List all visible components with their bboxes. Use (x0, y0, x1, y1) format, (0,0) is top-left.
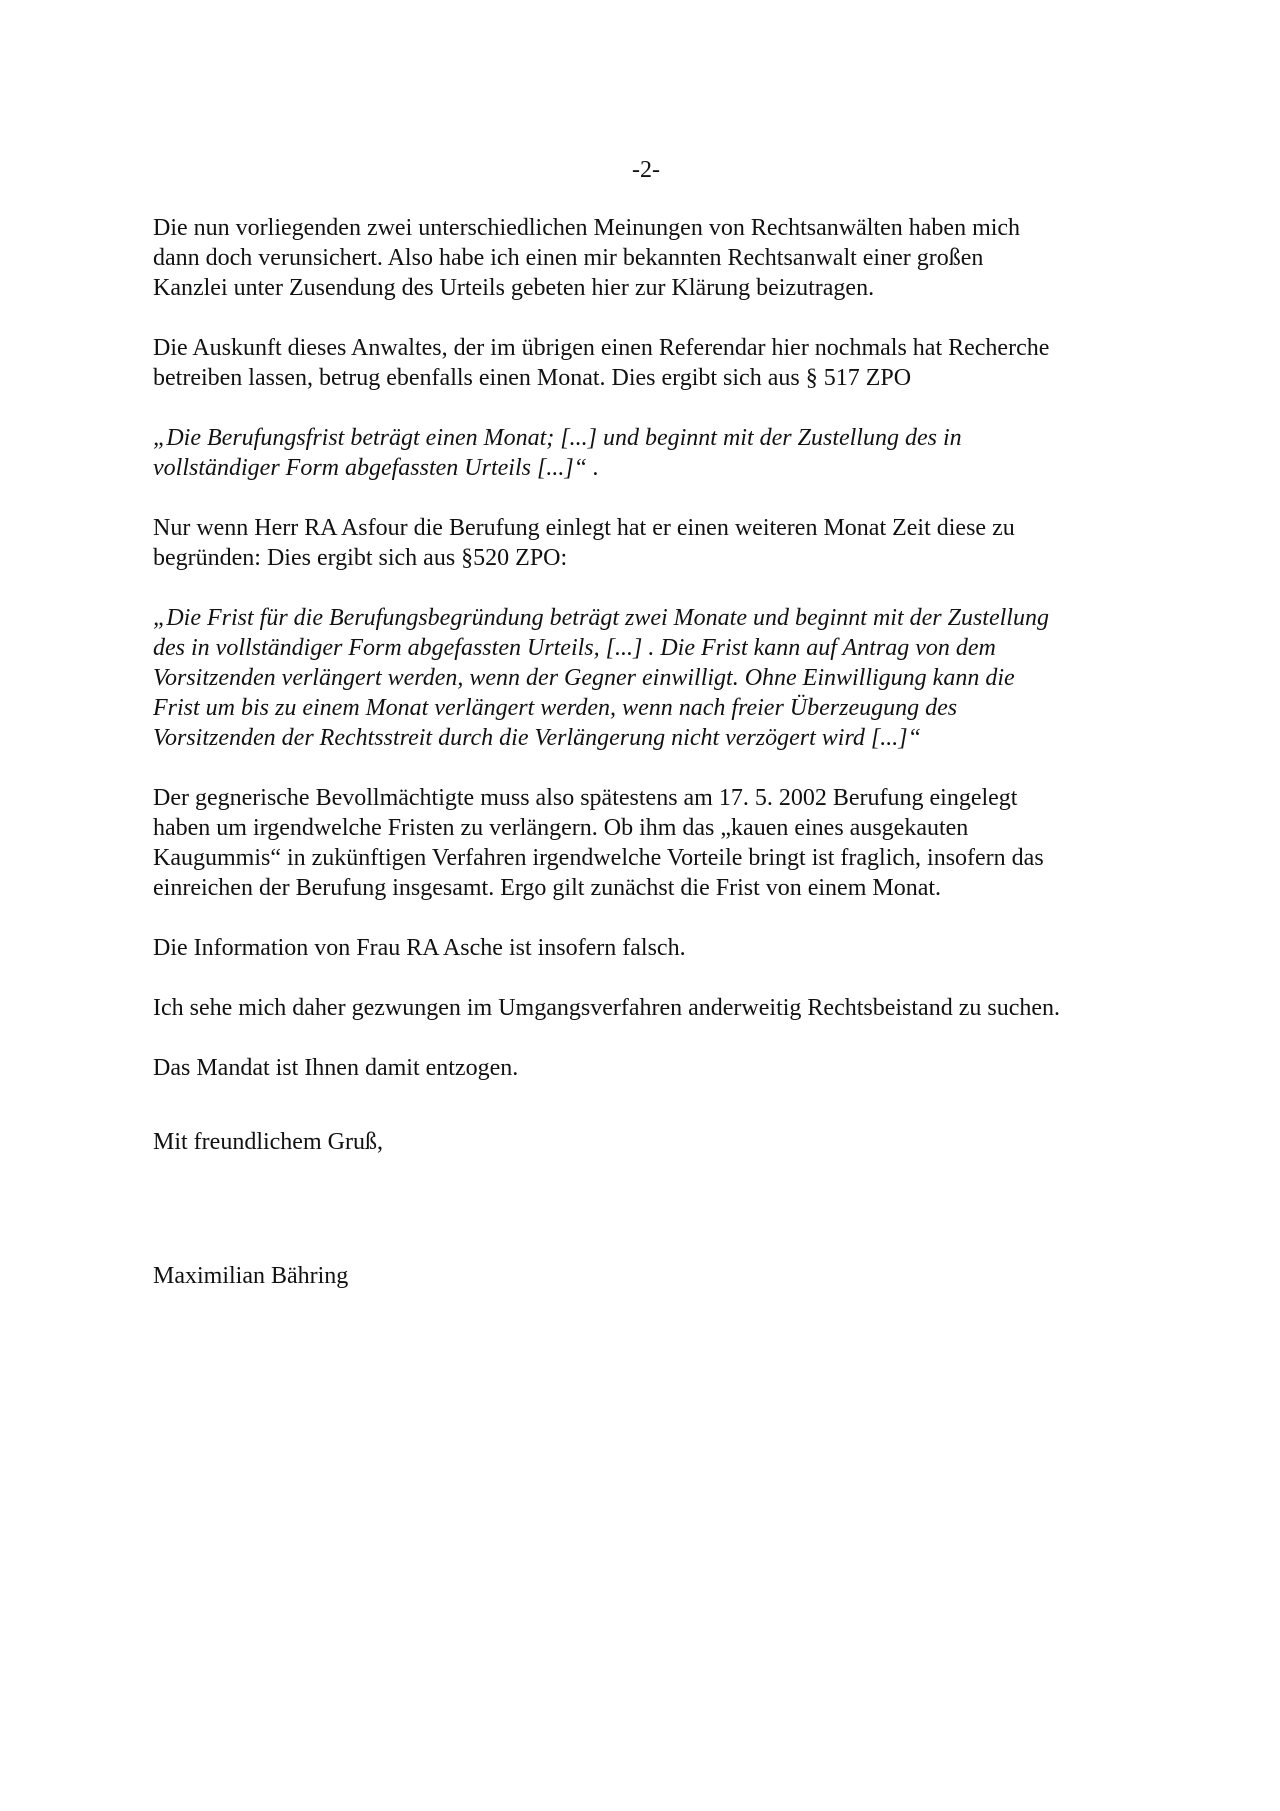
paragraph-mandate-withdrawn (153, 1053, 1153, 1083)
quote-line: vollständiger Form abgefassten Urteils [...]“ . (153, 455, 600, 481)
text-line: betreiben lassen, betrug ebenfalls einen Monat. Dies ergibt sich aus § 517 ZPO (153, 365, 912, 391)
quote-line: des in vollständiger Form abgefassten Urteils, [...] . Die Frist kann auf Antrag von dem (153, 635, 996, 661)
paragraph-appeal-reasoning (153, 513, 1153, 573)
paragraph-lawyer-response (153, 333, 1153, 393)
text-line: Kanzlei unter Zusendung des Urteils gebeten hier zur Klärung beizutragen. (153, 275, 875, 301)
closing-salutation: Mit freundlichem Gruß, (153, 1129, 383, 1155)
paragraph-deadline (153, 783, 1153, 903)
text-line: Der gegnerische Bevollmächtigte muss also spätestens am 17. 5. 2002 Berufung eingelegt (153, 785, 1018, 811)
text-line: Ich sehe mich daher gezwungen im Umgangsverfahren anderweitig Rechtsbeistand zu suchen. (153, 995, 1061, 1021)
paragraph-legal-opinions (153, 213, 1153, 303)
quote-line: Vorsitzenden verlängert werden, wenn der Gegner einwilligt. Ohne Einwilligung kann die (153, 665, 1015, 691)
quote-520-zpo (153, 603, 1153, 753)
text-line: Die Auskunft dieses Anwaltes, der im übrigen einen Referendar hier nochmals hat Recherche (153, 335, 1050, 361)
text-line: Kaugummis“ in zukünftigen Verfahren irgendwelche Vorteile bringt ist fraglich, insofern das (153, 845, 1044, 871)
paragraph-new-counsel (153, 993, 1153, 1023)
quote-line: Frist um bis zu einem Monat verlängert werden, wenn nach freier Überzeugung des (153, 695, 958, 721)
text-line: Das Mandat ist Ihnen damit entzogen. (153, 1055, 519, 1081)
letter-body (153, 213, 1153, 1321)
text-line: haben um irgendwelche Fristen zu verlängern. Ob ihm das „kauen eines ausgekauten (153, 815, 969, 841)
signature-name: Maximilian Bähring (153, 1263, 349, 1289)
quote-line: „Die Frist für die Berufungsbegründung beträgt zwei Monate und beginnt mit der Zustellung (153, 605, 1049, 631)
paragraph-information-wrong (153, 933, 1153, 963)
text-line: Die Information von Frau RA Asche ist insofern falsch. (153, 935, 686, 961)
text-line: dann doch verunsichert. Also habe ich einen mir bekannten Rechtsanwalt einer großen (153, 245, 984, 271)
text-line: begründen: Dies ergibt sich aus §520 ZPO: (153, 545, 568, 571)
page-number: -2- (632, 157, 660, 183)
quote-line: Vorsitzenden der Rechtsstreit durch die Verlängerung nicht verzögert wird [...]“ (153, 725, 921, 751)
text-line: einreichen der Berufung insgesamt. Ergo gilt zunächst die Frist von einem Monat. (153, 875, 942, 901)
quote-517-zpo (153, 423, 1153, 483)
text-line: Nur wenn Herr RA Asfour die Berufung einlegt hat er einen weiteren Monat Zeit diese zu (153, 515, 1015, 541)
text-line: Die nun vorliegenden zwei unterschiedlichen Meinungen von Rechtsanwälten haben mich (153, 215, 1021, 241)
quote-line: „Die Berufungsfrist beträgt einen Monat; [...] und beginnt mit der Zustellung des in (153, 425, 962, 451)
